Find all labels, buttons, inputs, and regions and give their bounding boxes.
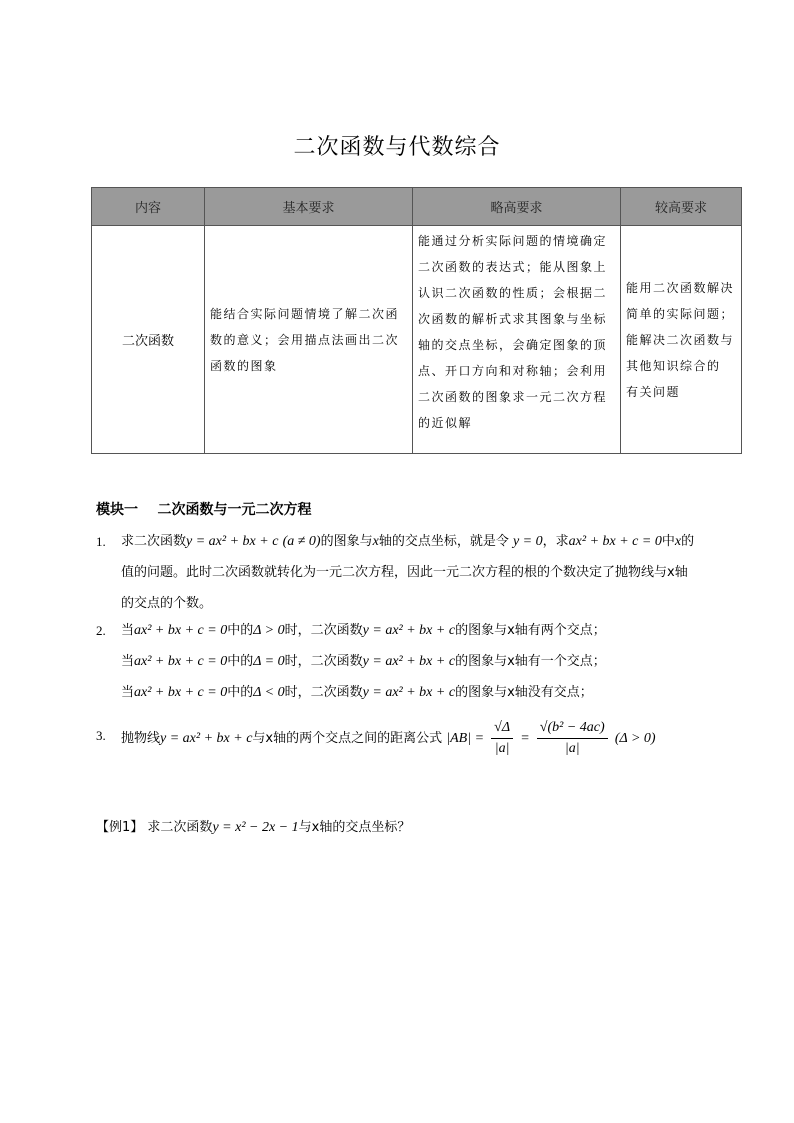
example-1: [96, 816, 410, 836]
text: 当: [121, 685, 135, 700]
formula: y = ax² + bx + c: [362, 623, 456, 638]
text: 时，二次函数: [284, 685, 363, 700]
requirements-table: [91, 187, 742, 454]
formula: y = ax² + bx + c: [186, 534, 279, 549]
formula: y = ax² + bx + c: [160, 731, 253, 746]
text: ，求: [542, 534, 569, 549]
formula: Δ < 0: [253, 685, 285, 700]
higher-line: 能通过分析实际问题的情境确定: [418, 234, 608, 248]
formula: =: [520, 731, 530, 746]
table-row: [92, 226, 742, 454]
formula: ax² + bx + c = 0: [134, 623, 228, 638]
formula: y = x² − 2x − 1: [212, 820, 299, 835]
basic-line: 数的意义；会用描点法画出二次: [210, 332, 400, 347]
higher-line: 二次函数的图象求一元二次方程: [418, 390, 608, 404]
item-line: 值的问题。此时二次函数就转化为一元二次方程，因此一元二次方程的根的个数决定了抛物线与x轴: [121, 565, 688, 580]
formula: y = ax² + bx + c: [362, 685, 456, 700]
example-label: 【例1】: [96, 820, 144, 835]
formula: ax² + bx + c = 0: [568, 534, 662, 549]
text: 当: [121, 623, 135, 638]
item-line: [121, 718, 741, 759]
text: 抛物线: [121, 731, 161, 746]
higher-requirement-cell: [413, 226, 621, 454]
text: 求二次函数: [147, 820, 213, 835]
formula: (Δ > 0): [614, 731, 656, 746]
item-number: 1.: [96, 534, 106, 549]
table-header-row: [92, 188, 742, 226]
formula: (a ≠ 0): [282, 534, 321, 549]
text: 的图象与: [320, 534, 373, 549]
fraction-sqrt-delta: [491, 718, 513, 759]
item-body: [121, 718, 741, 759]
basic-line: 能结合实际问题情境了解二次函: [210, 306, 400, 321]
item-line: 的交点的个数。: [121, 596, 213, 611]
fraction-discriminant: [537, 718, 608, 759]
highest-line: 其他知识综合的: [626, 358, 721, 373]
module-heading: 模块一 二次函数与一元二次方程: [96, 502, 312, 518]
formula: |AB| =: [446, 731, 485, 746]
text: 中的: [227, 623, 254, 638]
text: 当: [121, 654, 135, 669]
item-number: 3.: [96, 728, 106, 743]
text: 中的: [227, 654, 254, 669]
formula: ax² + bx + c = 0: [134, 685, 228, 700]
text: 的图象与x轴没有交点；: [455, 685, 593, 700]
formula: Δ > 0: [253, 623, 285, 638]
topic-cell: 二次函数: [92, 226, 205, 454]
item-line: [121, 526, 741, 557]
higher-line: 轴的交点坐标，会确定图象的顶: [418, 338, 608, 352]
formula: ax² + bx + c = 0: [134, 654, 228, 669]
highest-line: 能解决二次函数与: [626, 332, 735, 347]
text: 与x轴的交点坐标？: [298, 820, 411, 835]
higher-line: 次函数的解析式求其图象与坐标: [418, 312, 608, 326]
formula: y = ax² + bx + c: [362, 654, 456, 669]
text: 的图象与x轴有一个交点；: [455, 654, 606, 669]
formula: x: [372, 534, 379, 549]
denominator: |a|: [564, 741, 580, 756]
item-line: [121, 677, 741, 708]
higher-line: 认识二次函数的性质；会根据二: [418, 286, 608, 300]
formula: y = 0: [512, 534, 543, 549]
text: 与x轴的两个交点之间的距离公式: [252, 731, 443, 746]
item-number: 2.: [96, 623, 106, 638]
highest-line: 能用二次函数解决: [626, 280, 735, 295]
higher-line: 二次函数的表达式；能从图象上: [418, 260, 608, 274]
page-title: 二次函数与代数综合: [293, 135, 501, 160]
numerator: √(b² − 4ac): [537, 718, 608, 739]
header-content: 内容: [92, 188, 205, 226]
text: 求二次函数: [121, 534, 187, 549]
item-body: [121, 615, 741, 708]
higher-line: 点、开口方向和对称轴；会利用: [418, 364, 608, 378]
text: 的图象与x轴有两个交点；: [455, 623, 606, 638]
text: 中: [661, 534, 675, 549]
highest-line: 有关问题: [626, 384, 681, 399]
item-body: [121, 526, 741, 619]
item-line: [121, 615, 741, 646]
numerator: √Δ: [491, 718, 513, 739]
text: 时，二次函数: [284, 654, 363, 669]
header-higher: 略高要求: [413, 188, 621, 226]
item-line: [121, 646, 741, 677]
text: 时，二次函数: [284, 623, 363, 638]
denominator: |a|: [494, 741, 510, 756]
text: 轴的交点坐标，就是令: [378, 534, 509, 549]
basic-line: 函数的图象: [210, 358, 278, 373]
formula: Δ = 0: [253, 654, 285, 669]
text: 中的: [227, 685, 254, 700]
highest-requirement-cell: [621, 226, 742, 454]
highest-line: 简单的实际问题；: [626, 306, 735, 321]
header-basic: 基本要求: [205, 188, 413, 226]
text: 的: [681, 534, 695, 549]
higher-line: 的近似解: [418, 416, 473, 430]
basic-requirement-cell: [205, 226, 413, 454]
formula: x: [674, 534, 682, 549]
header-highest: 较高要求: [621, 188, 742, 226]
